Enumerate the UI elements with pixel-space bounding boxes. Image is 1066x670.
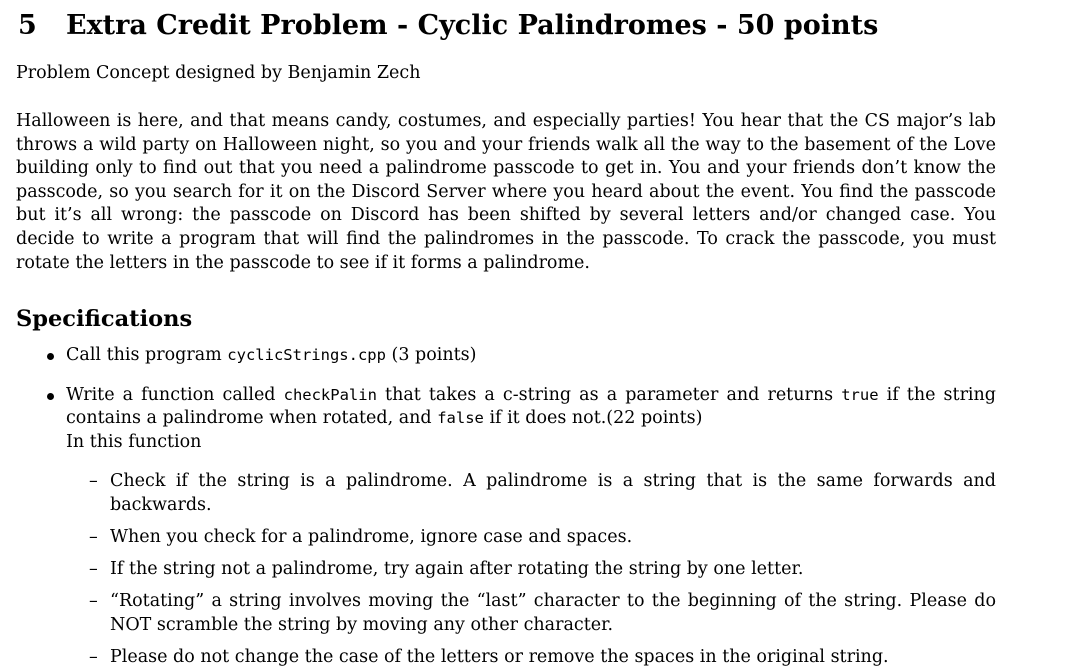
bullet-text: if the string contains a palindrome when rotated, and: [66, 384, 996, 429]
specifications-list: [16, 344, 1006, 670]
code-false: false: [437, 409, 484, 428]
bullet-text: (3 points): [385, 345, 477, 365]
dash-marker: –: [89, 559, 98, 580]
code-function-name: checkPalin: [283, 385, 377, 404]
requirement-text: When you check for a palindrome, ignore case and spaces.: [110, 527, 633, 548]
dash-marker: –: [89, 527, 98, 548]
dash-marker: –: [89, 591, 98, 612]
spec-bullet-program-name: [16, 344, 996, 368]
bullet-marker: [47, 353, 54, 360]
section-number: 5: [18, 10, 37, 41]
requirement-text: If the string not a palindrome, try again after rotating the string by one letter.: [110, 559, 804, 580]
bullet-text: Write a function called: [66, 384, 284, 405]
dash-marker: –: [89, 471, 98, 492]
problem-credit: Problem Concept designed by Benjamin Zech: [16, 63, 421, 83]
bullet-marker: [47, 393, 54, 400]
bullet-text: In this function: [66, 431, 202, 452]
spec-bullet-check-palin: [16, 384, 996, 670]
bullet-text: Call this program: [66, 345, 228, 365]
code-true: true: [841, 385, 879, 404]
requirement-text: Check if the string is a palindrome. A palindrome is a string that is the same forwards and backwards.: [110, 471, 996, 515]
section-heading: [18, 8, 878, 44]
requirement-text: “Rotating” a string involves moving the “last” character to the beginning of the string. Please do NOT scramble the string by moving any other character.: [110, 591, 996, 635]
bullet-text: if it does not.(22 points): [483, 408, 703, 429]
requirement-item: [66, 526, 996, 550]
specifications-heading: Specifications: [16, 306, 193, 332]
function-requirements-list: [66, 470, 996, 669]
section-title-text: Extra Credit Problem - Cyclic Palindromes - 50 points: [66, 10, 879, 41]
dash-marker: –: [89, 646, 98, 667]
requirement-item: [66, 558, 996, 582]
code-filename: cyclicStrings.cpp: [227, 346, 386, 364]
requirement-item: [66, 590, 996, 637]
requirement-item: [66, 470, 996, 517]
intro-paragraph: Halloween is here, and that means candy, costumes, and especially parties! You hear that the CS major’s lab throws a wild party on Halloween night, so you and your friends walk all the way to the basement of the Love building only to find out that you need a palindrome passcode to get in. You and your friends don’t know the passcode, so you search for it on the Discord Server where you heard about the event. You find the passcode but it’s all wrong: the passcode on Discord has been shifted by several letters and/or changed case. You decide to write a program that will find the palindromes in the passcode. To crack the passcode, you must rotate the letters in the passcode to see if it forms a palindrome.: [16, 111, 996, 273]
requirement-text: Please do not change the case of the letters or remove the spaces in the original string.: [110, 646, 889, 667]
bullet-text: that takes a c-string as a parameter and returns: [376, 384, 842, 405]
